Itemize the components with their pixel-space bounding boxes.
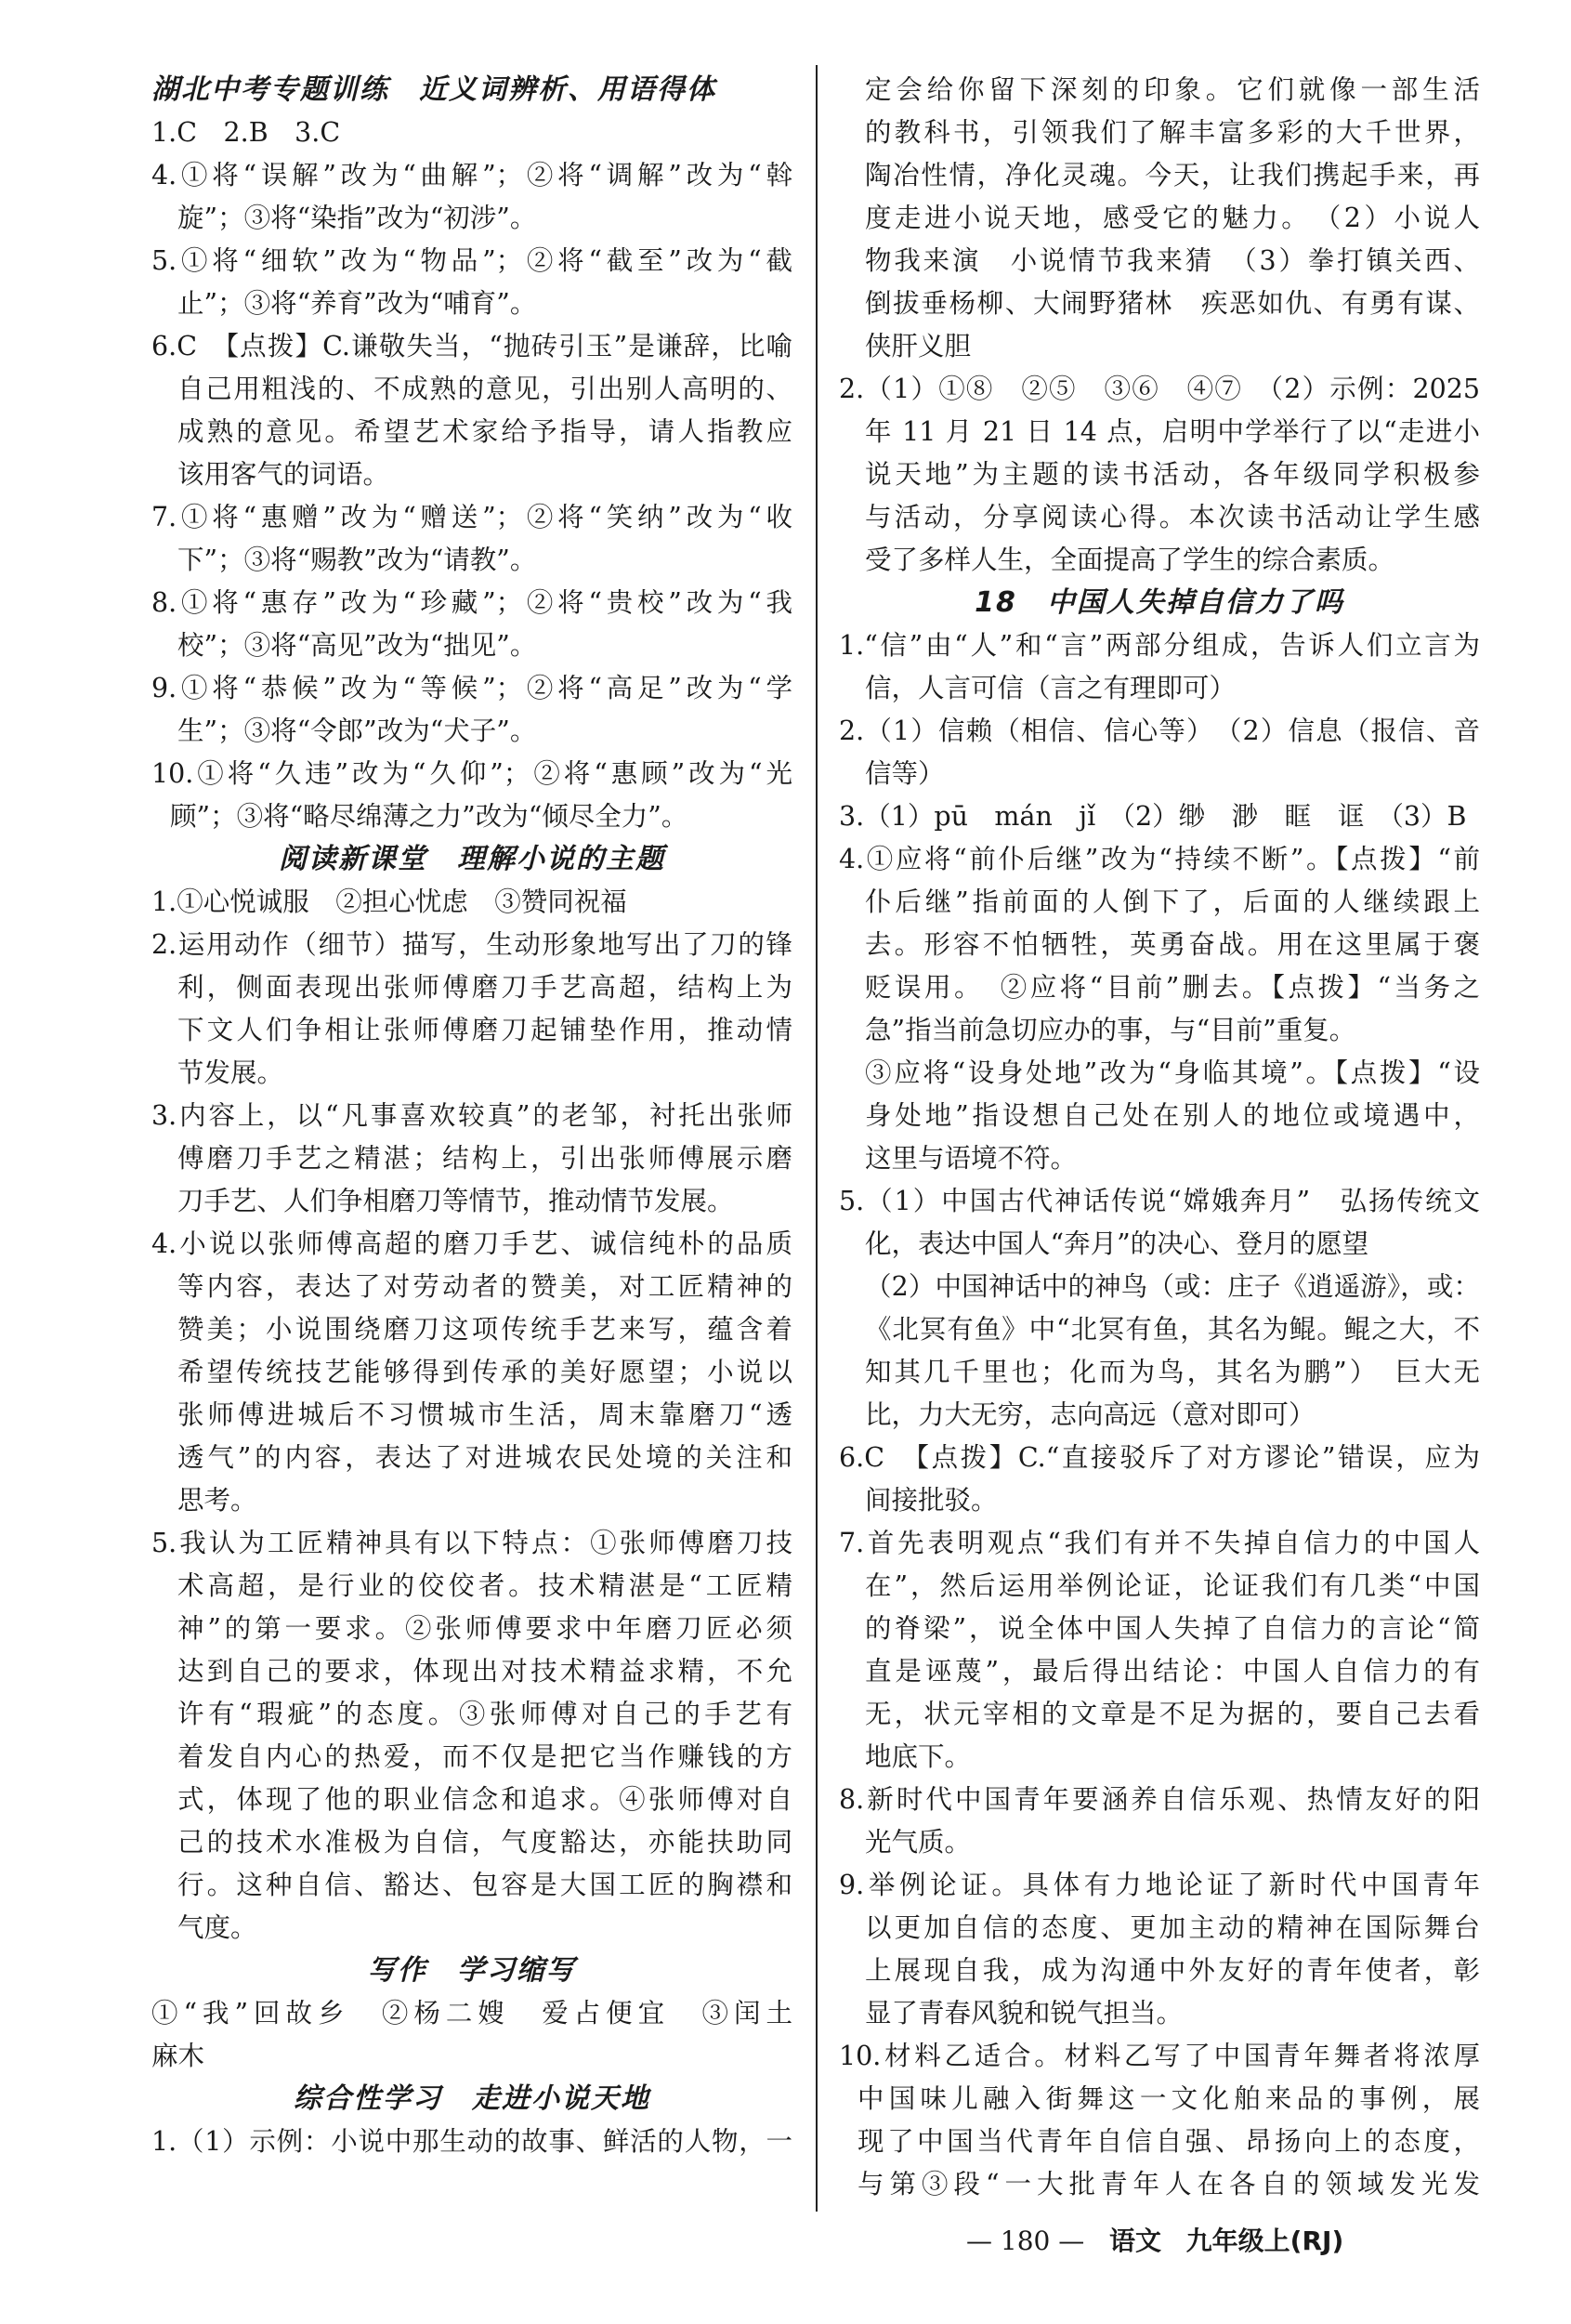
answer-line: 上展现自我，成为沟通中外友好的青年使者，彰	[865, 1955, 1480, 1986]
answer-line: ①“我”回故乡 ②杨二嫂 爱占便宜 ③闰土	[151, 1998, 792, 2029]
answer-line: 物我来演 小说情节我来猜 （3）拳打镇关西、	[865, 245, 1480, 276]
answer-line: 止”；③将“养育”改为“哺育”。	[177, 288, 537, 319]
answer-line: 傅磨刀手艺之精湛；结构上，引出张师傅展示磨	[177, 1143, 792, 1174]
answer-line: 仆后继”指前面的人倒下了，后面的人继续跟上	[865, 886, 1480, 917]
answer-line: 着发自内心的热爱，而不仅是把它当作赚钱的方	[177, 1741, 792, 1772]
footer-subject: 语文	[1108, 2226, 1161, 2256]
answer-line: 赞美；小说围绕磨刀这项传统手艺来写，蕴含着	[177, 1314, 792, 1345]
answer-line: 显了青春风貌和锐气担当。	[865, 1998, 1184, 2029]
answer-line: 刀手艺、人们争相磨刀等情节，推动情节发展。	[177, 1186, 734, 1216]
answer-line: 现了中国当代青年自信自强、昂扬向上的态度，	[858, 2126, 1480, 2157]
answer-line: 术高超，是行业的佼佼者。技术精湛是“工匠精	[177, 1570, 792, 1601]
answer-line: 与第③段“一大批青年人在各自的领域发光发	[858, 2169, 1480, 2199]
answer-line: 4.①应将“前仆后继”改为“持续不断”。【点拨】“前	[839, 844, 1480, 874]
answer-line: 5.①将“细软”改为“物品”；②将“截至”改为“截	[151, 245, 792, 276]
left-column	[151, 69, 792, 2163]
answer-line: 说天地”为主题的读书活动，各年级同学积极参	[865, 459, 1480, 490]
page-footer	[966, 2221, 1343, 2258]
answer-line: 神”的第一要求。②张师傅要求中年磨刀匠必须	[177, 1613, 792, 1644]
answer-line: 7.①将“惠赠”改为“赠送”；②将“笑纳”改为“收	[151, 502, 792, 532]
answer-line: 受了多样人生，全面提高了学生的综合素质。	[865, 545, 1395, 575]
answer-line: 定会给你留下深刻的印象。它们就像一部生活	[865, 74, 1480, 105]
answer-line: 1.C 2.B 3.C	[151, 117, 341, 148]
answer-line: 知其几千里也；化而为鸟，其名为鹏”） 巨大无	[865, 1357, 1480, 1387]
answer-line: （2）中国神话中的神鸟（或：庄子《逍遥游》，或：	[865, 1271, 1480, 1302]
answer-line: 1.“信”由“人”和“言”两部分组成，告诉人们立言为	[839, 630, 1480, 661]
answer-line: 透气”的内容，表达了对进城农民处境的关注和	[177, 1442, 792, 1473]
answer-line: 去。形容不怕牺牲，英勇奋战。用在这里属于褒	[865, 929, 1480, 960]
answer-line: 贬误用。 ②应将“目前”删去。【点拨】“当务之	[865, 972, 1480, 1003]
answer-line: 的脊梁”，说全体中国人失掉了自信力的言论“简	[865, 1613, 1480, 1644]
answer-line: 9.①将“恭候”改为“等候”；②将“高足”改为“学	[151, 673, 792, 703]
answer-line: 自己用粗浅的、不成熟的意见，引出别人高明的、	[177, 374, 792, 404]
answer-line: 行。这种自信、豁达、包容是大国工匠的胸襟和	[177, 1870, 792, 1900]
answer-line: 3.（1）pū mán jǐ （2）缈 渺 眶 诓 （3）B	[839, 801, 1467, 832]
answer-line: 5.（1）中国古代神话传说“嫦娥奔月” 弘扬传统文	[839, 1186, 1480, 1216]
answer-line: 的教科书，引领我们了解丰富多彩的大千世界，	[865, 117, 1480, 148]
answer-line: ③应将“设身处地”改为“身临其境”。【点拨】“设	[865, 1057, 1480, 1088]
answer-line: 思考。	[177, 1485, 257, 1516]
answer-line: 7.首先表明观点“我们有并不失掉自信力的中国人	[839, 1528, 1480, 1558]
answer-line: 陶冶性情，净化灵魂。今天，让我们携起手来，再	[865, 160, 1480, 190]
answer-line: 8.①将“惠存”改为“珍藏”；②将“贵校”改为“我	[151, 587, 792, 618]
answer-line: 在”，然后运用举例论证，论证我们有几类“中国	[865, 1570, 1480, 1601]
answer-line: 直是诬蔑”，最后得出结论：中国人自信力的有	[865, 1656, 1480, 1687]
answer-line: 间接批驳。	[865, 1485, 998, 1516]
answer-line: 等内容，表达了对劳动者的赞美，对工匠精神的	[177, 1271, 792, 1302]
answer-line: 许有“瑕疵”的态度。③张师傅对自己的手艺有	[177, 1699, 792, 1729]
answer-line: 急”指当前急切应办的事，与“目前”重复。	[865, 1015, 1356, 1045]
answer-line: 化，表达中国人“奔月”的决心、登月的愿望	[865, 1228, 1369, 1259]
answer-line: 光气质。	[865, 1827, 972, 1858]
answer-line: 气度。	[177, 1912, 257, 1943]
answer-line: 倒拔垂杨柳、大闹野猪林 疾恶如仇、有勇有谋、	[865, 288, 1480, 319]
answer-line: 《北冥有鱼》中“北冥有鱼，其名为鲲。鲲之大，不	[865, 1314, 1480, 1345]
section-heading: 综合性学习 走进小说天地	[294, 2082, 650, 2115]
answer-line: 麻木	[151, 2041, 205, 2071]
answer-line: 6.C 【点拨】C.谦敬失当，“抛砖引玉”是谦辞，比喻	[151, 331, 792, 361]
answer-line: 达到自己的要求，体现出对技术精益求精，不允	[177, 1656, 792, 1687]
answer-line: 生”；③将“令郎”改为“犬子”。	[177, 716, 537, 746]
answer-line: 地底下。	[865, 1741, 972, 1772]
answer-line: 1.①心悦诚服 ②担心忧虑 ③赞同祝福	[151, 886, 627, 917]
answer-line: 旋”；③将“染指”改为“初涉”。	[177, 203, 537, 233]
right-column	[839, 69, 1480, 2206]
answer-line: 节发展。	[177, 1057, 284, 1088]
answer-line: 式，体现了他的职业信念和追求。④张师傅对自	[177, 1784, 792, 1815]
answer-line: 顾”；③将“略尽绵薄之力”改为“倾尽全力”。	[170, 801, 688, 832]
answer-line: 信等）	[865, 758, 945, 789]
answer-line: 2.（1）①⑧ ②⑤ ③⑥ ④⑦ （2）示例：2025	[839, 374, 1480, 404]
answer-line: 这里与语境不符。	[865, 1143, 1078, 1174]
answer-line: 2.运用动作（细节）描写，生动形象地写出了刀的锋	[151, 929, 792, 960]
section-heading: 湖北中考专题训练 近义词辨析、用语得体	[151, 73, 716, 106]
answer-line: 8.新时代中国青年要涵养自信乐观、热情友好的阳	[839, 1784, 1480, 1815]
answer-line: 该用客气的词语。	[177, 459, 390, 490]
answer-line: 希望传统技艺能够得到传承的美好愿望；小说以	[177, 1357, 792, 1387]
answer-line: 比，力大无穷，志向高远（意对即可）	[865, 1399, 1316, 1430]
answer-line: 张师傅进城后不习惯城市生活，周末靠磨刀“透	[177, 1399, 792, 1430]
answer-line: 成熟的意见。希望艺术家给予指导，请人指教应	[177, 416, 792, 447]
answer-line: 无，状元宰相的文章是不足为据的，要自己去看	[865, 1699, 1480, 1729]
answer-line: 信，人言可信（言之有理即可）	[865, 673, 1237, 703]
answer-line: 侠肝义胆	[865, 331, 972, 361]
answer-line: 2.（1）信赖（相信、信心等） （2）信息（报信、音	[839, 716, 1480, 746]
answer-line: 度走进小说天地，感受它的魅力。 （2）小说人	[865, 203, 1480, 233]
answer-line: 年 11 月 21 日 14 点，启明中学举行了以“走进小	[865, 416, 1480, 447]
answer-line: 5.我认为工匠精神具有以下特点：①张师傅磨刀技	[151, 1528, 792, 1558]
page-number: — 180 —	[966, 2226, 1085, 2256]
answer-line: 下”；③将“赐教”改为“请教”。	[177, 545, 537, 575]
footer-grade: 九年级上(RJ)	[1185, 2226, 1344, 2256]
section-heading: 阅读新课堂 理解小说的主题	[279, 843, 665, 875]
answer-line: 中国味儿融入街舞这一文化舶来品的事例，展	[858, 2083, 1480, 2114]
answer-line: 校”；③将“高见”改为“拙见”。	[177, 630, 537, 661]
answer-line: 4.小说以张师傅高超的磨刀手艺、诚信纯朴的品质	[151, 1228, 792, 1259]
column-divider	[816, 65, 818, 2212]
answer-line: 6.C 【点拨】C.“直接驳斥了对方谬论”错误，应为	[839, 1442, 1480, 1473]
answer-line: 3.内容上，以“凡事喜欢较真”的老邹，衬托出张师	[151, 1100, 792, 1131]
answer-line: 下文人们争相让张师傅磨刀起铺垫作用，推动情	[177, 1015, 792, 1045]
answer-line: 10.①将“久违”改为“久仰”；②将“惠顾”改为“光	[151, 758, 792, 789]
answer-line: 身处地”指设想自己处在别人的地位或境遇中，	[865, 1100, 1480, 1131]
answer-line: 9.举例论证。具体有力地论证了新时代中国青年	[839, 1870, 1480, 1900]
answer-line: 1.（1）示例：小说中那生动的故事、鲜活的人物，一	[151, 2126, 792, 2157]
answer-line: 己的技术水准极为自信，气度豁达，亦能扶助同	[177, 1827, 792, 1858]
answer-line: 利，侧面表现出张师傅磨刀手艺高超，结构上为	[177, 972, 792, 1003]
section-heading: 18 中国人失掉自信力了吗	[975, 586, 1344, 619]
answer-line: 以更加自信的态度、更加主动的精神在国际舞台	[865, 1912, 1480, 1943]
answer-line: 4.①将“误解”改为“曲解”；②将“调解”改为“斡	[151, 160, 792, 190]
answer-line: 10.材料乙适合。材料乙写了中国青年舞者将浓厚	[839, 2041, 1480, 2071]
section-heading: 写作 学习缩写	[368, 1954, 576, 1987]
answer-line: 与活动，分享阅读心得。本次读书活动让学生感	[865, 502, 1480, 532]
